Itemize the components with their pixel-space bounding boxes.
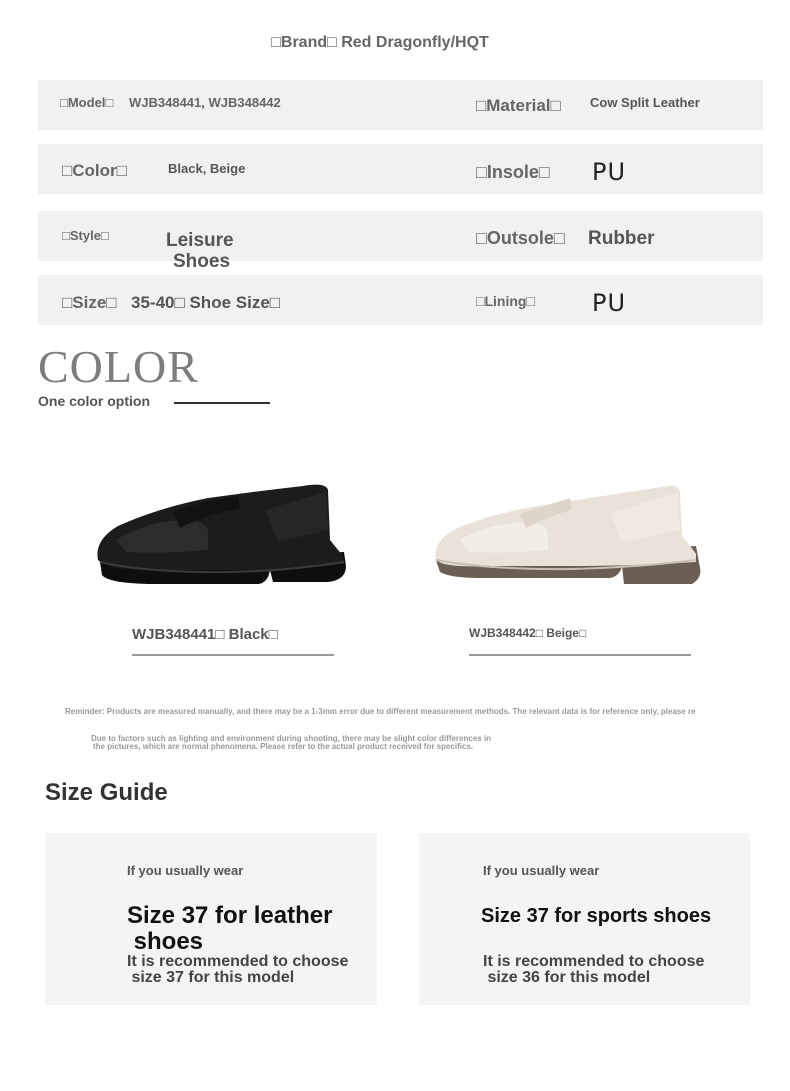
black-caption-underline xyxy=(132,654,334,656)
outsole-value: Rubber xyxy=(588,228,655,249)
sports-intro: If you usually wear xyxy=(483,863,600,878)
model-value: WJB348441, WJB348442 xyxy=(129,95,281,110)
lighting-note-line2: the pictures, which are normal phenomena. Please refer to the actual product received for specifics. xyxy=(93,742,474,751)
style-value-line2: Shoes xyxy=(173,251,231,272)
color-section-title: COLOR xyxy=(38,341,199,392)
leather-size-line2: shoes xyxy=(127,928,204,955)
outsole-label: □Outsole□ xyxy=(476,228,565,248)
subtitle-underline xyxy=(174,402,270,404)
material-value: Cow Split Leather xyxy=(590,95,700,110)
color-section-subtitle: One color option xyxy=(38,393,150,409)
beige-caption: WJB348442□ Beige□ xyxy=(469,626,587,640)
beige-caption-underline xyxy=(469,654,691,656)
model-label: □Model□ xyxy=(60,95,114,110)
leather-rec-line2: size 37 for this model xyxy=(127,969,295,986)
sports-size-headline: Size 37 for sports shoes xyxy=(481,905,712,927)
size-label: □Size□ xyxy=(62,293,117,312)
spec-row-model xyxy=(38,80,763,130)
lining-value: PU xyxy=(592,289,627,317)
size-guide-title: Size Guide xyxy=(45,779,168,806)
size-value: 35-40□ Shoe Size□ xyxy=(131,293,281,312)
color-label: □Color□ xyxy=(62,161,127,180)
sports-recommendation xyxy=(483,954,704,986)
spec-row-style xyxy=(38,211,763,272)
black-caption: WJB348441□ Black□ xyxy=(132,626,278,643)
spec-row-color xyxy=(38,144,763,194)
style-value-line1: Leisure xyxy=(166,230,234,251)
leather-size-headline xyxy=(127,903,332,955)
brand-line: □Brand□ Red Dragonfly/HQT xyxy=(271,34,489,51)
spec-row-size xyxy=(38,275,763,325)
lining-label: □Lining□ xyxy=(476,293,535,309)
size-card-sports xyxy=(419,833,750,1005)
black-shoe-image xyxy=(88,470,358,595)
size-card-leather xyxy=(45,833,377,1005)
material-label: □Material□ xyxy=(476,96,561,115)
beige-shoe-image xyxy=(430,474,710,599)
leather-rec-line1: It is recommended to choose xyxy=(127,953,349,970)
leather-recommendation xyxy=(127,954,348,986)
lighting-note-line1: Due to factors such as lighting and environment during shooting, there may be slight color differences in xyxy=(91,734,492,743)
reminder-note: Reminder: Products are measured manually, and there may be a 1-3mm error due to different measurement methods. The relevant data is for reference only, please re xyxy=(65,707,696,716)
leather-intro: If you usually wear xyxy=(127,863,244,878)
sports-rec-line2: size 36 for this model xyxy=(483,969,651,986)
insole-value: PU xyxy=(592,158,627,186)
insole-label: □Insole□ xyxy=(476,162,550,182)
sports-rec-line1: It is recommended to choose xyxy=(483,953,705,970)
leather-size-line1: Size 37 for leather xyxy=(127,902,333,929)
color-value: Black, Beige xyxy=(168,161,246,176)
style-label: □Style□ xyxy=(62,228,109,243)
